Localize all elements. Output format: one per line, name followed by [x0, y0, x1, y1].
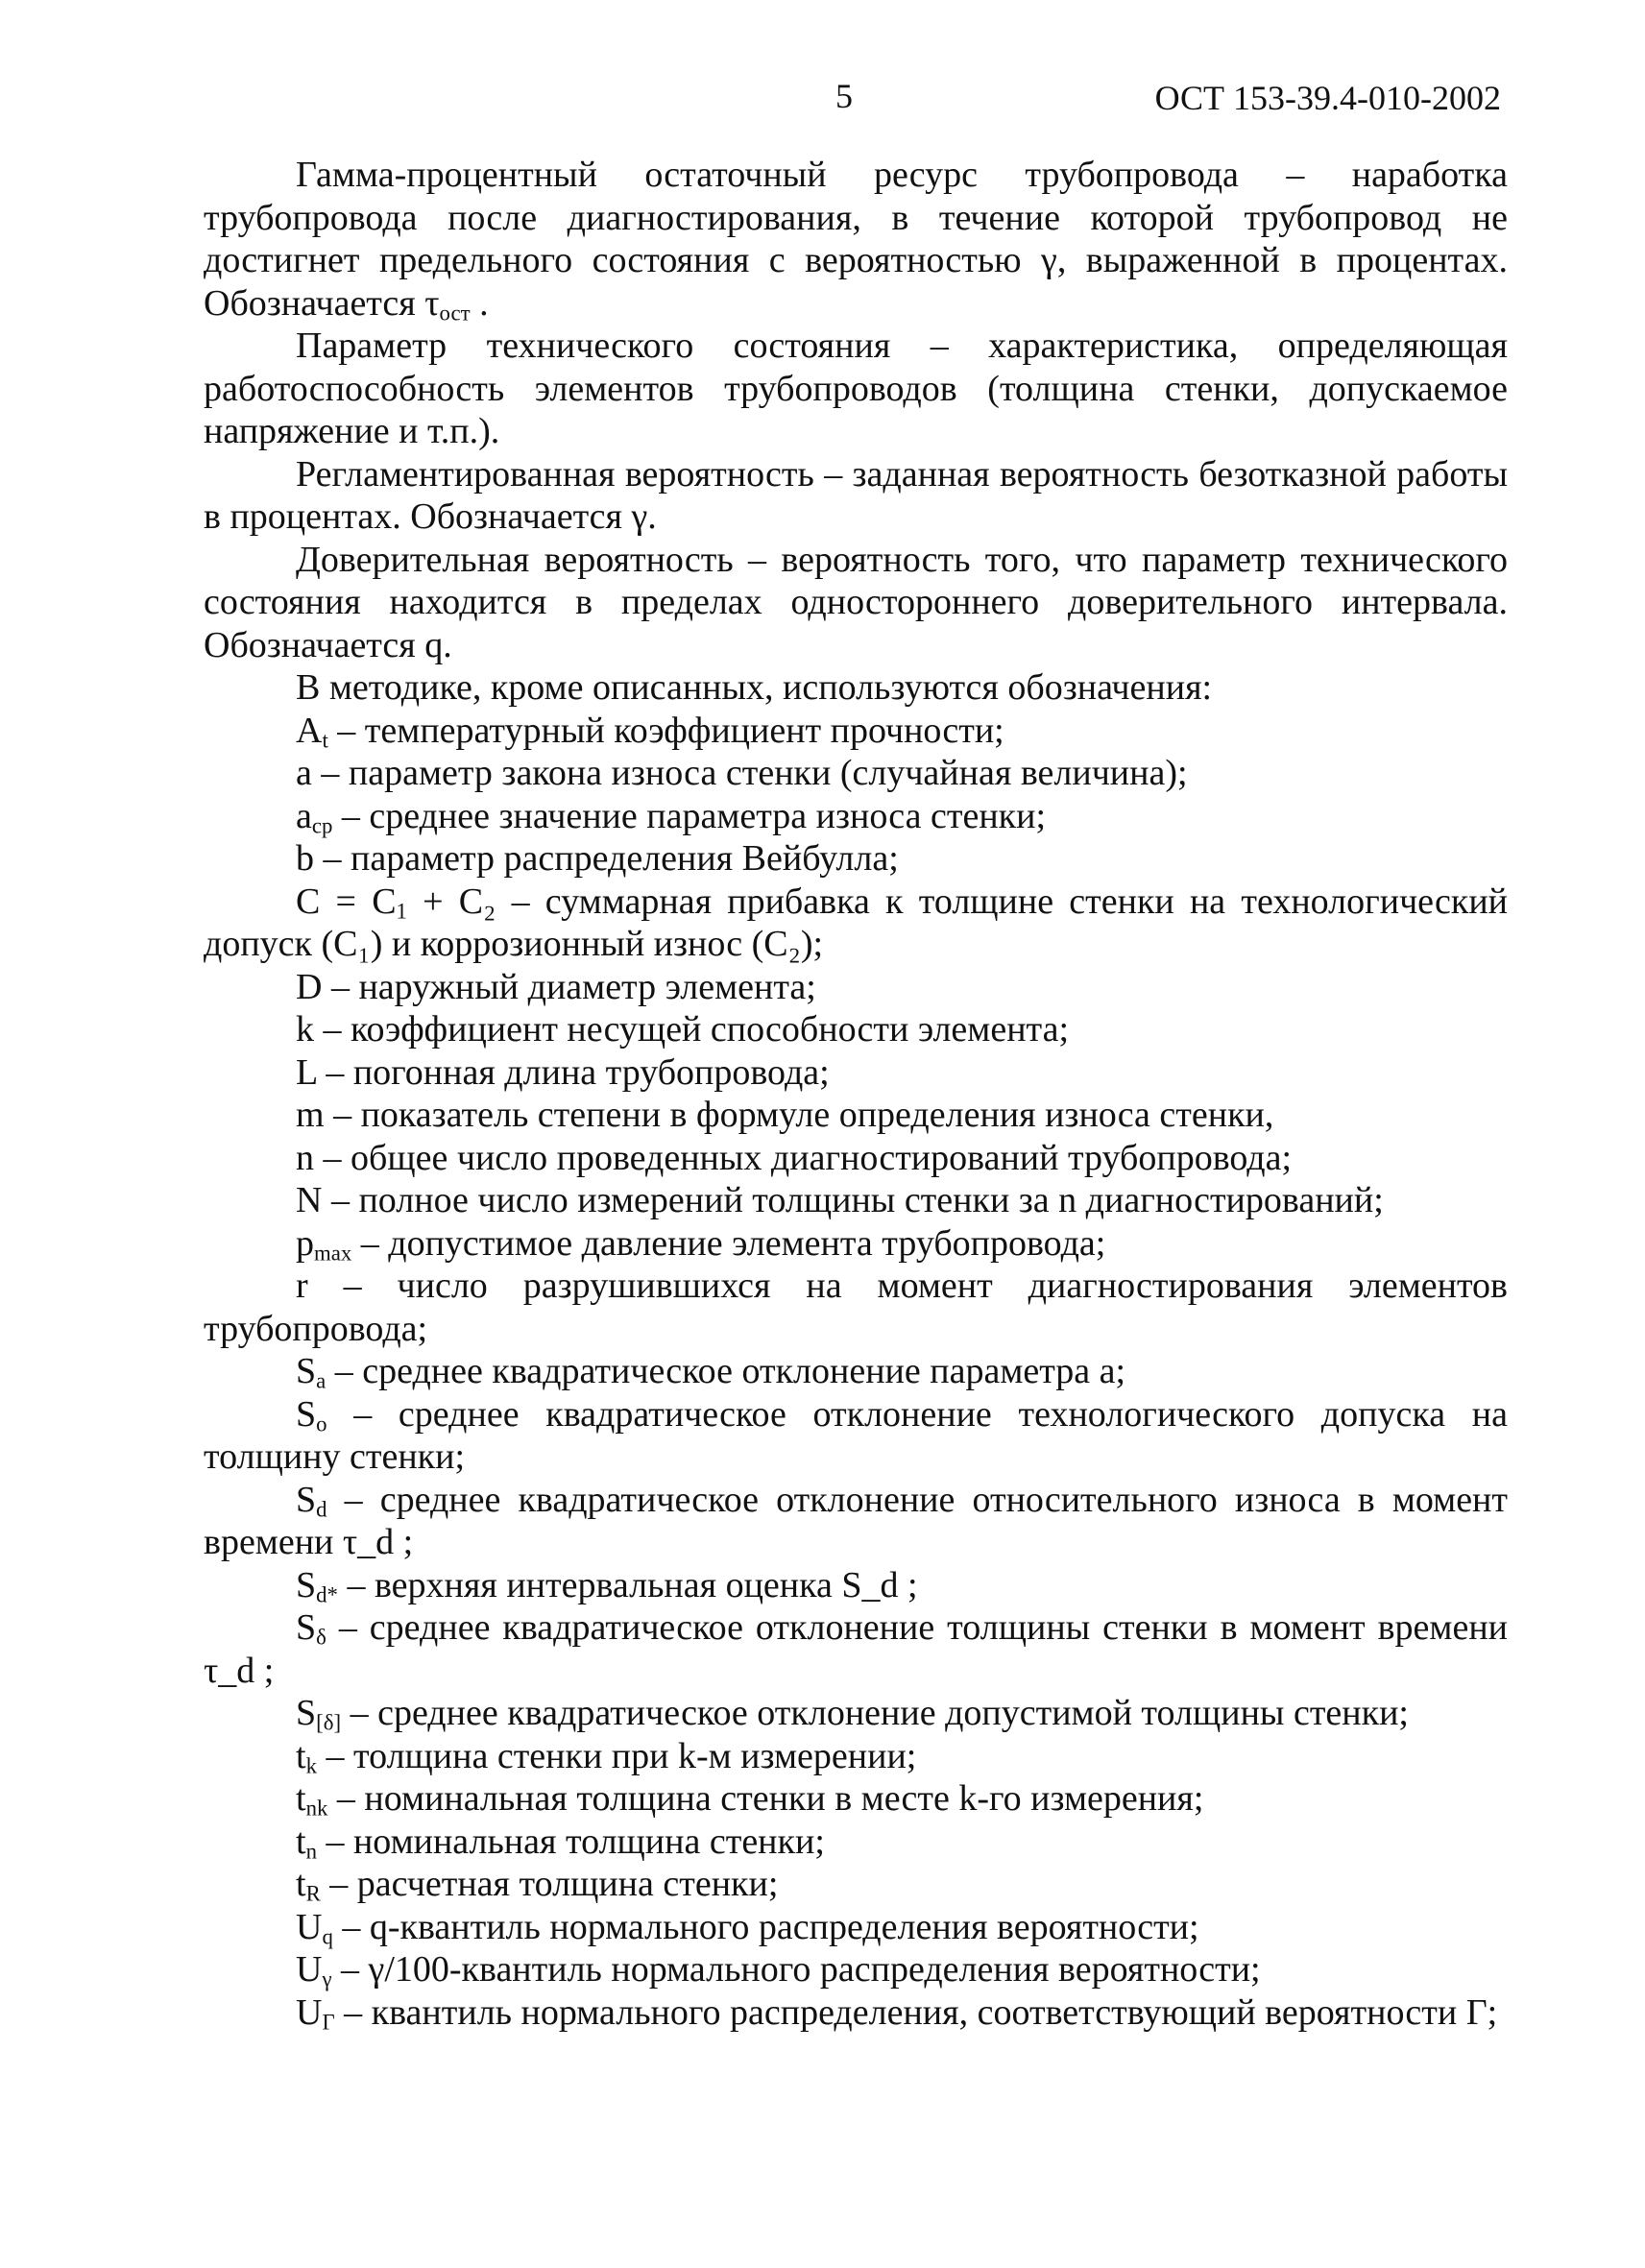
symbol-description: – γ/100-квантиль нормального распределения вероятности; — [331, 1949, 1261, 1990]
symbol-definition — [204, 1735, 1508, 1778]
symbol-definition — [204, 1863, 1508, 1906]
symbol: U — [296, 1906, 323, 1947]
symbol-definition — [204, 1906, 1508, 1949]
symbol: n — [296, 1137, 314, 1178]
symbol-description: – допустимое давление элемента трубопровода; — [351, 1222, 1106, 1264]
symbol: a — [296, 795, 312, 836]
symbol: U — [296, 1949, 323, 1990]
symbol: N — [296, 1180, 323, 1220]
symbol-definition — [204, 1393, 1508, 1479]
symbols-intro: В методике, кроме описанных, используются обозначения: — [296, 667, 1213, 708]
symbol-subscript: t — [322, 728, 328, 753]
symbol: p — [296, 1222, 314, 1264]
body-text — [204, 154, 1508, 2034]
symbol-description: – квантиль нормального распределения, соответствующий вероятности Г; — [334, 1991, 1498, 2033]
definition-paragraph: Гамма-процентный остаточный ресурс трубопровода – наработка трубопровода после диагностирования, в течение которой трубопровод не достигнет предельного состояния с вероятностью γ, выраженной в процентах. Обозначается $\tau_{ост}$ . — [204, 155, 1508, 326]
symbol-description: – расчетная толщина стенки; — [320, 1864, 779, 1904]
document-code: ОСТ 153-39.4-010-2002 — [1154, 79, 1501, 117]
symbol: t — [296, 1735, 306, 1776]
symbol-description: – верхняя интервальная оценка S_d ; — [337, 1564, 918, 1605]
symbol: S — [296, 1351, 317, 1391]
definition-paragraph: Доверительная вероятность – вероятность того, что параметр технического состояния находится в пределах одностороннего доверительного интервала. Обозначается q. — [204, 539, 1508, 665]
symbol-description: – толщина стенки при k-м измерении; — [316, 1735, 917, 1776]
symbol: L — [296, 1051, 317, 1093]
symbol-description: – число разрушившихся на момент диагностирования элементов трубопровода; — [204, 1266, 1508, 1349]
symbol-description: – температурный коэффициент прочности; — [327, 710, 1004, 751]
symbol-subscript: o — [316, 1411, 327, 1436]
symbol-subscript: nk — [305, 1796, 328, 1821]
symbol-description: – номинальная толщина стенки в месте k-го измерения; — [327, 1778, 1204, 1819]
symbol-definition — [204, 881, 1508, 966]
symbol-definition — [204, 1137, 1508, 1180]
symbol: a — [296, 753, 312, 793]
symbol-definition — [204, 1350, 1508, 1393]
symbol: k — [296, 1009, 314, 1050]
definition-paragraph: Параметр технического состояния – характеристика, определяющая работоспособность элементов трубопроводов (толщина стенки, допускаемое напряжение и т.п.). — [204, 326, 1508, 451]
symbol-description: – показатель степени в формуле определения износа стенки, — [324, 1095, 1274, 1135]
symbol-subscript: δ — [316, 1625, 327, 1650]
symbol: A — [296, 710, 323, 751]
symbol: t — [296, 1821, 306, 1862]
symbol-subscript: d* — [316, 1582, 338, 1607]
symbol-subscript: Г — [322, 2010, 335, 2035]
symbol-description: – общее число проведенных диагностирований трубопровода; — [314, 1137, 1293, 1178]
symbol-subscript: a — [316, 1368, 327, 1393]
symbol-subscript: 1 — [396, 899, 407, 924]
symbol-subscript: max — [314, 1241, 352, 1266]
symbol-description: – параметр распределения Вейбулла; — [314, 838, 899, 879]
symbol: C = C — [296, 881, 397, 922]
symbol-definition — [204, 795, 1508, 838]
symbol-definition — [204, 1948, 1508, 1991]
symbol-description: – коэффициент несущей способности элемента; — [314, 1009, 1070, 1050]
symbol: U — [296, 1991, 323, 2033]
symbol-definition — [204, 1991, 1508, 2035]
symbol-description: – номинальная толщина стенки; — [316, 1821, 825, 1862]
symbol-description: – параметр закона износа стенки (случайная величина); — [311, 753, 1188, 793]
symbol-description: + C₂ – суммарная прибавка к толщине стенки на технологический допуск (C₁) и коррозионный износ (C₂); — [204, 881, 1508, 964]
symbol-definition — [204, 1008, 1508, 1051]
symbol: S — [296, 1607, 317, 1648]
symbol-description: – среднее квадратическое отклонение относительного износа в момент времени τ_d ; — [204, 1479, 1508, 1562]
symbol: t — [296, 1778, 306, 1819]
symbol: S — [296, 1693, 317, 1733]
symbol-definition — [204, 1692, 1508, 1735]
symbol: S — [296, 1393, 317, 1435]
symbol-description: – среднее квадратическое отклонение технологического допуска на толщину стенки; — [204, 1393, 1508, 1477]
symbol: D — [296, 966, 323, 1007]
symbol-definition — [204, 966, 1508, 1009]
symbol-definition — [204, 837, 1508, 881]
symbol-definition — [204, 1606, 1508, 1692]
symbol-definition — [204, 1265, 1508, 1350]
symbol-definition — [204, 752, 1508, 795]
symbol-definition — [204, 710, 1508, 753]
symbol-definition — [204, 1179, 1508, 1222]
symbol-description: – среднее квадратическое отклонение параметра a; — [326, 1351, 1126, 1391]
symbol-definition — [204, 1564, 1508, 1607]
symbol: S — [296, 1479, 317, 1520]
symbol: r — [296, 1266, 308, 1306]
symbol-subscript: γ — [322, 1966, 332, 1991]
page-number: 5 — [835, 77, 853, 115]
symbol-subscript: R — [305, 1881, 321, 1906]
symbol-description: – среднее значение параметра износа стенки; — [332, 795, 1047, 836]
symbol-definition — [204, 1094, 1508, 1137]
symbol-definition — [204, 1821, 1508, 1864]
symbol-definition — [204, 1777, 1508, 1821]
symbol-definition — [204, 1051, 1508, 1095]
symbol: S — [296, 1564, 317, 1605]
symbol-subscript: [δ] — [316, 1710, 342, 1735]
symbol: t — [296, 1864, 306, 1904]
symbol-description: – погонная длина трубопровода; — [316, 1051, 830, 1093]
symbol-description: – полное число измерений толщины стенки за n диагностирований; — [322, 1180, 1384, 1220]
symbol-subscript: n — [305, 1839, 317, 1864]
symbol-subscript: k — [305, 1753, 317, 1778]
symbol-definition — [204, 1222, 1508, 1266]
symbol-description: – среднее квадратическое отклонение допустимой толщины стенки; — [341, 1693, 1409, 1733]
symbol-subscript: q — [322, 1924, 333, 1949]
symbol-description: – q-квантиль нормального распределения вероятности; — [332, 1906, 1199, 1947]
symbol-definition — [204, 1479, 1508, 1564]
symbol-description: – среднее квадратическое отклонение толщины стенки в момент времени τ_d ; — [204, 1607, 1508, 1691]
symbol-subscript: ср — [311, 813, 333, 838]
symbol-description: – наружный диаметр элемента; — [322, 966, 816, 1007]
symbol: b — [296, 838, 314, 879]
symbol: m — [296, 1095, 325, 1135]
definition-paragraph: Регламентированная вероятность – заданная вероятность безотказной работы в процентах. Обозначается γ. — [204, 453, 1508, 537]
symbol-subscript: d — [316, 1497, 327, 1522]
symbols-list — [204, 710, 1508, 2035]
